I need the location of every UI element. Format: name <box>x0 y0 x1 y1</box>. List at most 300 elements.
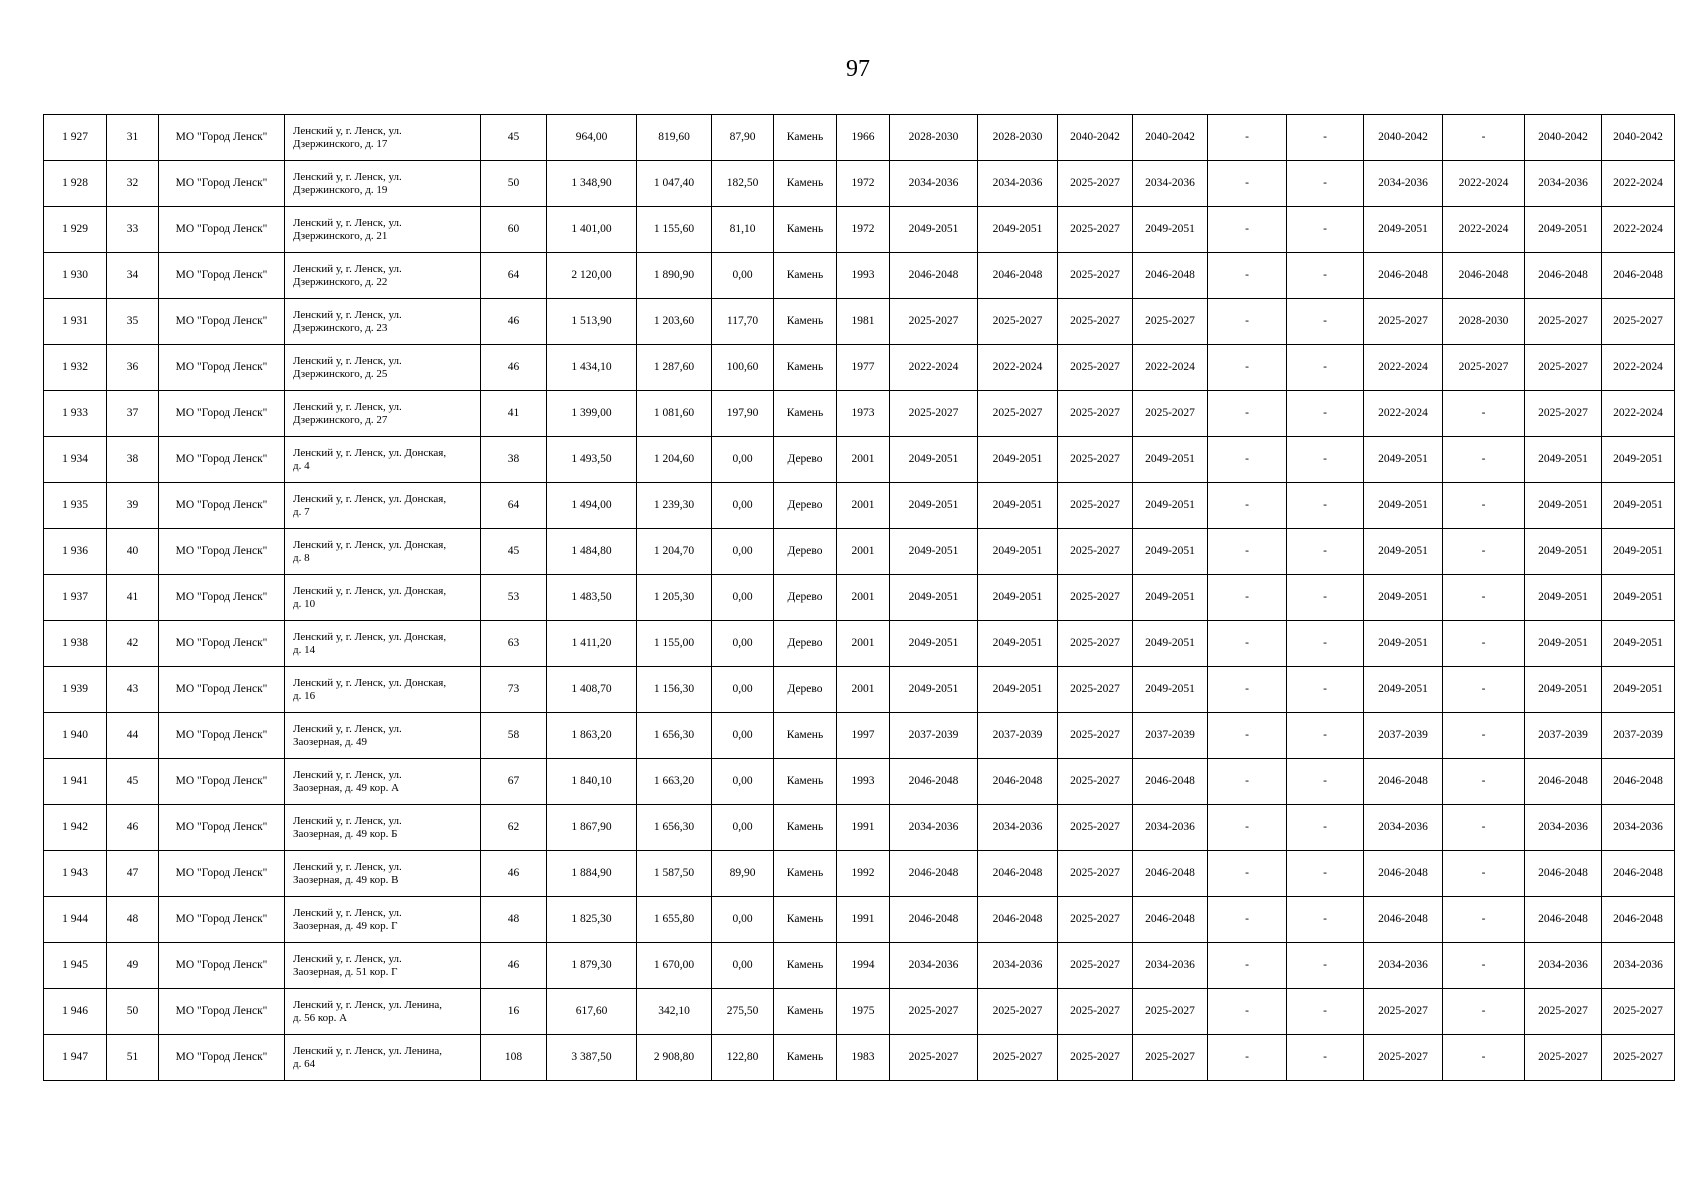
period-p10-cell: 2022-2024 <box>1602 345 1675 391</box>
address-cell <box>285 621 481 667</box>
apartments-count-cell: 108 <box>481 1035 547 1081</box>
row-number-cell: 1 944 <box>44 897 107 943</box>
table-row <box>44 713 1675 759</box>
period-p4-cell: 2025-2027 <box>1133 989 1208 1035</box>
build-year-cell: 2001 <box>837 529 890 575</box>
period-p1-cell: 2046-2048 <box>890 851 978 897</box>
wall-material-cell: Камень <box>774 989 837 1035</box>
table-row <box>44 1035 1675 1081</box>
period-p9-cell: 2034-2036 <box>1525 943 1602 989</box>
living-area-cell: 1 587,50 <box>637 851 712 897</box>
table-row <box>44 345 1675 391</box>
build-year-cell: 1997 <box>837 713 890 759</box>
living-area-cell: 1 156,30 <box>637 667 712 713</box>
address-line-1: Ленский у, г. Ленск, ул. <box>293 768 402 781</box>
period-p1-cell: 2046-2048 <box>890 253 978 299</box>
period-p9-cell: 2025-2027 <box>1525 989 1602 1035</box>
living-area-cell: 342,10 <box>637 989 712 1035</box>
period-p6-cell: - <box>1287 851 1364 897</box>
period-p5-cell: - <box>1208 713 1287 759</box>
period-p2-cell: 2025-2027 <box>978 391 1058 437</box>
period-p9-cell: 2040-2042 <box>1525 115 1602 161</box>
build-year-cell: 1972 <box>837 207 890 253</box>
address-line-1: Ленский у, г. Ленск, ул. <box>293 170 402 183</box>
living-area-cell: 1 203,60 <box>637 299 712 345</box>
other-area-cell: 117,70 <box>712 299 774 345</box>
period-p4-cell: 2037-2039 <box>1133 713 1208 759</box>
item-index-cell: 34 <box>107 253 159 299</box>
period-p1-cell: 2028-2030 <box>890 115 978 161</box>
municipality-cell: МО "Город Ленск" <box>159 667 285 713</box>
wall-material-cell: Дерево <box>774 529 837 575</box>
period-p10-cell: 2025-2027 <box>1602 1035 1675 1081</box>
period-p10-cell: 2046-2048 <box>1602 851 1675 897</box>
address-line-1: Ленский у, г. Ленск, ул. Донская, <box>293 630 447 643</box>
period-p1-cell: 2025-2027 <box>890 989 978 1035</box>
period-p5-cell: - <box>1208 621 1287 667</box>
address-line-2: Дзержинского, д. 22 <box>293 275 388 288</box>
address-line-1: Ленский у, г. Ленск, ул. <box>293 722 402 735</box>
wall-material-cell: Камень <box>774 759 837 805</box>
period-p7-cell: 2025-2027 <box>1364 299 1443 345</box>
period-p9-cell: 2049-2051 <box>1525 483 1602 529</box>
municipality-cell: МО "Город Ленск" <box>159 161 285 207</box>
table-row <box>44 805 1675 851</box>
period-p3-cell: 2025-2027 <box>1058 621 1133 667</box>
build-year-cell: 1975 <box>837 989 890 1035</box>
apartments-count-cell: 16 <box>481 989 547 1035</box>
address-line-2: д. 10 <box>293 597 316 610</box>
period-p7-cell: 2040-2042 <box>1364 115 1443 161</box>
other-area-cell: 0,00 <box>712 805 774 851</box>
period-p8-cell: - <box>1443 759 1525 805</box>
other-area-cell: 89,90 <box>712 851 774 897</box>
apartments-count-cell: 64 <box>481 253 547 299</box>
wall-material-cell: Камень <box>774 1035 837 1081</box>
table-row <box>44 299 1675 345</box>
period-p6-cell: - <box>1287 805 1364 851</box>
period-p4-cell: 2034-2036 <box>1133 161 1208 207</box>
period-p3-cell: 2025-2027 <box>1058 1035 1133 1081</box>
period-p9-cell: 2046-2048 <box>1525 851 1602 897</box>
period-p3-cell: 2025-2027 <box>1058 207 1133 253</box>
period-p10-cell: 2025-2027 <box>1602 989 1675 1035</box>
address-line-2: д. 56 кор. А <box>293 1011 348 1024</box>
period-p8-cell: 2046-2048 <box>1443 253 1525 299</box>
period-p10-cell: 2022-2024 <box>1602 161 1675 207</box>
period-p8-cell: - <box>1443 713 1525 759</box>
row-number-cell: 1 933 <box>44 391 107 437</box>
period-p1-cell: 2049-2051 <box>890 529 978 575</box>
period-p3-cell: 2025-2027 <box>1058 161 1133 207</box>
row-number-cell: 1 939 <box>44 667 107 713</box>
period-p1-cell: 2046-2048 <box>890 897 978 943</box>
period-p2-cell: 2025-2027 <box>978 1035 1058 1081</box>
period-p9-cell: 2049-2051 <box>1525 529 1602 575</box>
period-p5-cell: - <box>1208 483 1287 529</box>
wall-material-cell: Камень <box>774 299 837 345</box>
total-area-cell: 1 483,50 <box>547 575 637 621</box>
period-p9-cell: 2049-2051 <box>1525 667 1602 713</box>
period-p5-cell: - <box>1208 115 1287 161</box>
total-area-cell: 1 411,20 <box>547 621 637 667</box>
period-p3-cell: 2025-2027 <box>1058 667 1133 713</box>
total-area-cell: 617,60 <box>547 989 637 1035</box>
period-p3-cell: 2025-2027 <box>1058 759 1133 805</box>
period-p3-cell: 2025-2027 <box>1058 897 1133 943</box>
wall-material-cell: Камень <box>774 805 837 851</box>
build-year-cell: 1993 <box>837 759 890 805</box>
living-area-cell: 819,60 <box>637 115 712 161</box>
address-line-1: Ленский у, г. Ленск, ул. <box>293 124 402 137</box>
period-p8-cell: 2022-2024 <box>1443 207 1525 253</box>
apartments-count-cell: 45 <box>481 529 547 575</box>
period-p6-cell: - <box>1287 207 1364 253</box>
address-line-2: Дзержинского, д. 25 <box>293 367 388 380</box>
period-p9-cell: 2025-2027 <box>1525 391 1602 437</box>
address-cell <box>285 437 481 483</box>
item-index-cell: 46 <box>107 805 159 851</box>
period-p4-cell: 2049-2051 <box>1133 575 1208 621</box>
total-area-cell: 3 387,50 <box>547 1035 637 1081</box>
address-cell <box>285 483 481 529</box>
period-p5-cell: - <box>1208 253 1287 299</box>
table-row <box>44 437 1675 483</box>
registry-body <box>44 115 1675 1081</box>
build-year-cell: 2001 <box>837 483 890 529</box>
period-p4-cell: 2025-2027 <box>1133 391 1208 437</box>
period-p7-cell: 2022-2024 <box>1364 391 1443 437</box>
address-line-2: Дзержинского, д. 21 <box>293 229 388 242</box>
living-area-cell: 2 908,80 <box>637 1035 712 1081</box>
other-area-cell: 87,90 <box>712 115 774 161</box>
period-p10-cell: 2034-2036 <box>1602 805 1675 851</box>
period-p5-cell: - <box>1208 207 1287 253</box>
address-cell <box>285 529 481 575</box>
living-area-cell: 1 204,70 <box>637 529 712 575</box>
period-p9-cell: 2034-2036 <box>1525 161 1602 207</box>
address-cell <box>285 345 481 391</box>
period-p5-cell: - <box>1208 299 1287 345</box>
build-year-cell: 1992 <box>837 851 890 897</box>
apartments-count-cell: 46 <box>481 943 547 989</box>
item-index-cell: 31 <box>107 115 159 161</box>
table-row <box>44 483 1675 529</box>
period-p8-cell: - <box>1443 805 1525 851</box>
period-p9-cell: 2049-2051 <box>1525 207 1602 253</box>
period-p1-cell: 2049-2051 <box>890 667 978 713</box>
address-line-1: Ленский у, г. Ленск, ул. Ленина, <box>293 1044 443 1057</box>
period-p6-cell: - <box>1287 115 1364 161</box>
period-p3-cell: 2025-2027 <box>1058 437 1133 483</box>
row-number-cell: 1 929 <box>44 207 107 253</box>
address-cell <box>285 115 481 161</box>
period-p7-cell: 2037-2039 <box>1364 713 1443 759</box>
period-p10-cell: 2049-2051 <box>1602 667 1675 713</box>
period-p4-cell: 2049-2051 <box>1133 483 1208 529</box>
period-p6-cell: - <box>1287 621 1364 667</box>
period-p4-cell: 2034-2036 <box>1133 805 1208 851</box>
address-cell <box>285 1035 481 1081</box>
period-p7-cell: 2046-2048 <box>1364 851 1443 897</box>
address-cell <box>285 575 481 621</box>
other-area-cell: 81,10 <box>712 207 774 253</box>
municipality-cell: МО "Город Ленск" <box>159 253 285 299</box>
total-area-cell: 1 825,30 <box>547 897 637 943</box>
period-p4-cell: 2025-2027 <box>1133 299 1208 345</box>
address-cell <box>285 391 481 437</box>
address-line-1: Ленский у, г. Ленск, ул. <box>293 262 402 275</box>
period-p7-cell: 2049-2051 <box>1364 207 1443 253</box>
period-p9-cell: 2049-2051 <box>1525 437 1602 483</box>
living-area-cell: 1 890,90 <box>637 253 712 299</box>
item-index-cell: 38 <box>107 437 159 483</box>
other-area-cell: 182,50 <box>712 161 774 207</box>
apartments-count-cell: 63 <box>481 621 547 667</box>
wall-material-cell: Камень <box>774 253 837 299</box>
address-line-2: д. 8 <box>293 551 310 564</box>
period-p6-cell: - <box>1287 667 1364 713</box>
period-p1-cell: 2025-2027 <box>890 1035 978 1081</box>
period-p10-cell: 2040-2042 <box>1602 115 1675 161</box>
apartments-count-cell: 46 <box>481 345 547 391</box>
address-line-2: Заозерная, д. 51 кор. Г <box>293 965 398 978</box>
wall-material-cell: Камень <box>774 943 837 989</box>
apartments-count-cell: 62 <box>481 805 547 851</box>
municipality-cell: МО "Город Ленск" <box>159 759 285 805</box>
period-p6-cell: - <box>1287 161 1364 207</box>
period-p4-cell: 2025-2027 <box>1133 1035 1208 1081</box>
other-area-cell: 0,00 <box>712 529 774 575</box>
address-line-1: Ленский у, г. Ленск, ул. <box>293 308 402 321</box>
period-p6-cell: - <box>1287 943 1364 989</box>
item-index-cell: 35 <box>107 299 159 345</box>
period-p9-cell: 2049-2051 <box>1525 621 1602 667</box>
other-area-cell: 100,60 <box>712 345 774 391</box>
build-year-cell: 2001 <box>837 575 890 621</box>
wall-material-cell: Камень <box>774 713 837 759</box>
period-p9-cell: 2049-2051 <box>1525 575 1602 621</box>
period-p6-cell: - <box>1287 437 1364 483</box>
municipality-cell: МО "Город Ленск" <box>159 345 285 391</box>
period-p9-cell: 2034-2036 <box>1525 805 1602 851</box>
living-area-cell: 1 663,20 <box>637 759 712 805</box>
wall-material-cell: Камень <box>774 207 837 253</box>
living-area-cell: 1 670,00 <box>637 943 712 989</box>
item-index-cell: 41 <box>107 575 159 621</box>
row-number-cell: 1 938 <box>44 621 107 667</box>
period-p1-cell: 2037-2039 <box>890 713 978 759</box>
wall-material-cell: Дерево <box>774 437 837 483</box>
apartments-count-cell: 48 <box>481 897 547 943</box>
row-number-cell: 1 937 <box>44 575 107 621</box>
period-p4-cell: 2049-2051 <box>1133 621 1208 667</box>
total-area-cell: 1 863,20 <box>547 713 637 759</box>
period-p7-cell: 2034-2036 <box>1364 161 1443 207</box>
address-line-1: Ленский у, г. Ленск, ул. Донская, <box>293 538 447 551</box>
address-line-2: Дзержинского, д. 19 <box>293 183 388 196</box>
period-p7-cell: 2049-2051 <box>1364 483 1443 529</box>
period-p2-cell: 2046-2048 <box>978 759 1058 805</box>
other-area-cell: 275,50 <box>712 989 774 1035</box>
table-row <box>44 161 1675 207</box>
living-area-cell: 1 655,80 <box>637 897 712 943</box>
wall-material-cell: Дерево <box>774 483 837 529</box>
municipality-cell: МО "Город Ленск" <box>159 115 285 161</box>
address-line-2: Заозерная, д. 49 кор. Б <box>293 827 398 840</box>
period-p6-cell: - <box>1287 391 1364 437</box>
apartments-count-cell: 41 <box>481 391 547 437</box>
period-p7-cell: 2049-2051 <box>1364 621 1443 667</box>
period-p9-cell: 2046-2048 <box>1525 897 1602 943</box>
period-p5-cell: - <box>1208 161 1287 207</box>
item-index-cell: 33 <box>107 207 159 253</box>
address-cell <box>285 943 481 989</box>
apartments-count-cell: 60 <box>481 207 547 253</box>
period-p2-cell: 2049-2051 <box>978 575 1058 621</box>
period-p2-cell: 2028-2030 <box>978 115 1058 161</box>
address-line-1: Ленский у, г. Ленск, ул. Донская, <box>293 676 447 689</box>
period-p5-cell: - <box>1208 805 1287 851</box>
period-p8-cell: - <box>1443 851 1525 897</box>
total-area-cell: 1 840,10 <box>547 759 637 805</box>
period-p6-cell: - <box>1287 483 1364 529</box>
living-area-cell: 1 155,00 <box>637 621 712 667</box>
item-index-cell: 36 <box>107 345 159 391</box>
living-area-cell: 1 287,60 <box>637 345 712 391</box>
municipality-cell: МО "Город Ленск" <box>159 851 285 897</box>
row-number-cell: 1 935 <box>44 483 107 529</box>
wall-material-cell: Дерево <box>774 667 837 713</box>
period-p2-cell: 2049-2051 <box>978 667 1058 713</box>
other-area-cell: 0,00 <box>712 759 774 805</box>
total-area-cell: 1 408,70 <box>547 667 637 713</box>
period-p2-cell: 2049-2051 <box>978 437 1058 483</box>
row-number-cell: 1 936 <box>44 529 107 575</box>
apartments-count-cell: 58 <box>481 713 547 759</box>
period-p8-cell: - <box>1443 437 1525 483</box>
item-index-cell: 42 <box>107 621 159 667</box>
period-p1-cell: 2049-2051 <box>890 437 978 483</box>
other-area-cell: 0,00 <box>712 253 774 299</box>
total-area-cell: 1 399,00 <box>547 391 637 437</box>
row-number-cell: 1 934 <box>44 437 107 483</box>
period-p3-cell: 2025-2027 <box>1058 943 1133 989</box>
apartments-count-cell: 46 <box>481 299 547 345</box>
period-p6-cell: - <box>1287 897 1364 943</box>
wall-material-cell: Камень <box>774 897 837 943</box>
period-p1-cell: 2034-2036 <box>890 943 978 989</box>
table-row <box>44 253 1675 299</box>
period-p8-cell: - <box>1443 1035 1525 1081</box>
table-row <box>44 759 1675 805</box>
period-p8-cell: - <box>1443 575 1525 621</box>
total-area-cell: 2 120,00 <box>547 253 637 299</box>
address-line-2: Дзержинского, д. 23 <box>293 321 388 334</box>
total-area-cell: 1 494,00 <box>547 483 637 529</box>
address-cell <box>285 161 481 207</box>
living-area-cell: 1 205,30 <box>637 575 712 621</box>
period-p2-cell: 2046-2048 <box>978 851 1058 897</box>
period-p3-cell: 2025-2027 <box>1058 805 1133 851</box>
period-p10-cell: 2037-2039 <box>1602 713 1675 759</box>
apartments-count-cell: 50 <box>481 161 547 207</box>
period-p1-cell: 2049-2051 <box>890 207 978 253</box>
period-p8-cell: - <box>1443 391 1525 437</box>
build-year-cell: 1977 <box>837 345 890 391</box>
period-p10-cell: 2046-2048 <box>1602 253 1675 299</box>
period-p3-cell: 2025-2027 <box>1058 253 1133 299</box>
table-row <box>44 391 1675 437</box>
period-p2-cell: 2037-2039 <box>978 713 1058 759</box>
period-p8-cell: - <box>1443 483 1525 529</box>
period-p1-cell: 2046-2048 <box>890 759 978 805</box>
period-p5-cell: - <box>1208 437 1287 483</box>
period-p5-cell: - <box>1208 345 1287 391</box>
address-line-2: Заозерная, д. 49 кор. А <box>293 781 400 794</box>
period-p4-cell: 2034-2036 <box>1133 943 1208 989</box>
period-p5-cell: - <box>1208 989 1287 1035</box>
period-p2-cell: 2034-2036 <box>978 805 1058 851</box>
period-p7-cell: 2046-2048 <box>1364 253 1443 299</box>
item-index-cell: 39 <box>107 483 159 529</box>
build-year-cell: 1972 <box>837 161 890 207</box>
municipality-cell: МО "Город Ленск" <box>159 575 285 621</box>
period-p1-cell: 2025-2027 <box>890 391 978 437</box>
period-p8-cell: - <box>1443 621 1525 667</box>
total-area-cell: 1 493,50 <box>547 437 637 483</box>
period-p2-cell: 2049-2051 <box>978 529 1058 575</box>
period-p5-cell: - <box>1208 1035 1287 1081</box>
item-index-cell: 50 <box>107 989 159 1035</box>
apartments-count-cell: 38 <box>481 437 547 483</box>
other-area-cell: 0,00 <box>712 437 774 483</box>
period-p3-cell: 2025-2027 <box>1058 345 1133 391</box>
period-p4-cell: 2046-2048 <box>1133 253 1208 299</box>
living-area-cell: 1 239,30 <box>637 483 712 529</box>
municipality-cell: МО "Город Ленск" <box>159 713 285 759</box>
total-area-cell: 1 879,30 <box>547 943 637 989</box>
other-area-cell: 0,00 <box>712 621 774 667</box>
build-year-cell: 2001 <box>837 667 890 713</box>
wall-material-cell: Камень <box>774 115 837 161</box>
municipality-cell: МО "Город Ленск" <box>159 621 285 667</box>
other-area-cell: 0,00 <box>712 483 774 529</box>
period-p2-cell: 2049-2051 <box>978 207 1058 253</box>
item-index-cell: 40 <box>107 529 159 575</box>
period-p10-cell: 2049-2051 <box>1602 529 1675 575</box>
period-p8-cell: 2022-2024 <box>1443 161 1525 207</box>
address-line-2: д. 14 <box>293 643 316 656</box>
period-p4-cell: 2049-2051 <box>1133 437 1208 483</box>
period-p8-cell: - <box>1443 667 1525 713</box>
period-p8-cell: - <box>1443 897 1525 943</box>
address-line-1: Ленский у, г. Ленск, ул. <box>293 860 402 873</box>
address-cell <box>285 713 481 759</box>
period-p8-cell: 2028-2030 <box>1443 299 1525 345</box>
period-p2-cell: 2025-2027 <box>978 989 1058 1035</box>
address-line-2: Дзержинского, д. 17 <box>293 137 388 150</box>
period-p2-cell: 2034-2036 <box>978 161 1058 207</box>
address-line-1: Ленский у, г. Ленск, ул. <box>293 354 402 367</box>
address-line-1: Ленский у, г. Ленск, ул. Донская, <box>293 492 447 505</box>
period-p4-cell: 2022-2024 <box>1133 345 1208 391</box>
table-row <box>44 207 1675 253</box>
item-index-cell: 51 <box>107 1035 159 1081</box>
address-line-1: Ленский у, г. Ленск, ул. Донская, <box>293 446 447 459</box>
period-p1-cell: 2034-2036 <box>890 161 978 207</box>
period-p3-cell: 2025-2027 <box>1058 575 1133 621</box>
